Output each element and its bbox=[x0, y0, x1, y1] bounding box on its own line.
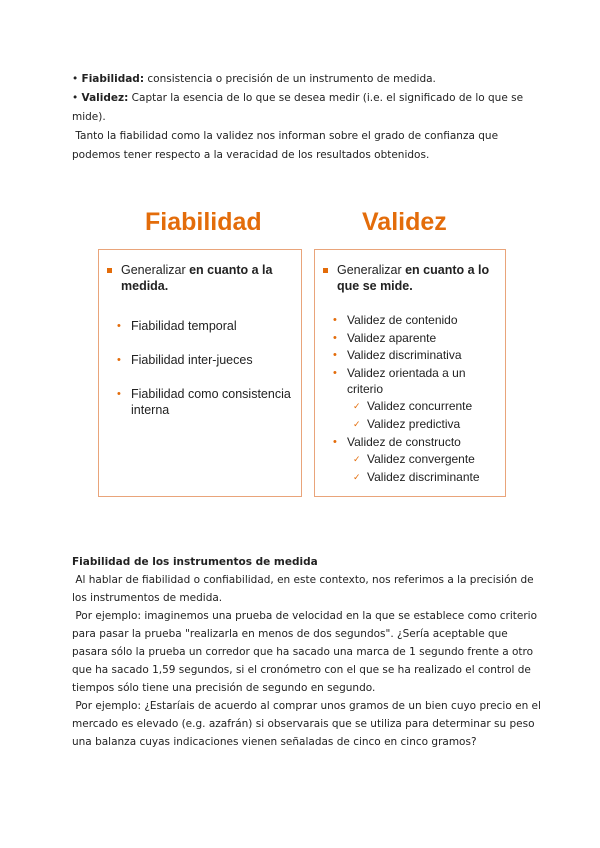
list-subitem: ✓ Validez predictiva bbox=[353, 416, 461, 431]
bullet-icon: • bbox=[333, 331, 337, 344]
list-subitem: ✓ Validez discriminante bbox=[353, 469, 480, 484]
fiabilidad-list bbox=[117, 318, 297, 418]
section-heading: Fiabilidad de los instrumentos de medida bbox=[72, 556, 318, 568]
bullet-icon: • bbox=[333, 314, 337, 326]
section-paragraph: Por ejemplo: ¿Estaríais de acuerdo al comprar unos gramos de un bien cuyo precio en el mercado es elevado (e.g. azafrán) si observarais que se utiliza para determinar su peso una balanza cuyas indicaciones vienen señaladas de cinco en cinco gramos? bbox=[72, 700, 541, 748]
list-subitem: ✓ Validez convergente bbox=[353, 452, 475, 467]
bullet-icon: • bbox=[333, 366, 337, 379]
bullet-icon: • bbox=[333, 435, 337, 448]
list-item: • Validez orientada a un criterio bbox=[333, 365, 466, 396]
reliability-section bbox=[72, 553, 542, 751]
section-paragraph: Al hablar de fiabilidad o confiabilidad, en este contexto, nos referimos a la precisión de los instrumentos de medida. bbox=[72, 574, 534, 604]
fiabilidad-box bbox=[98, 249, 302, 497]
validez-term: Validez: bbox=[81, 92, 129, 104]
square-bullet-icon bbox=[323, 268, 328, 273]
intro-paragraph: Tanto la fiabilidad como la validez nos informan sobre el grado de confianza que podemos tener respecto a la veracidad de los resultados obtenidos. bbox=[72, 130, 499, 161]
list-subitem: ✓ Validez concurrente bbox=[353, 399, 473, 414]
list-item: • Fiabilidad temporal bbox=[117, 319, 237, 333]
fiabilidad-main-point: Generalizar en cuanto a la medida. bbox=[107, 262, 295, 294]
list-item: • Validez de contenido bbox=[333, 313, 458, 327]
list-item: • Fiabilidad inter-jueces bbox=[117, 353, 253, 367]
check-icon: ✓ bbox=[353, 454, 361, 465]
fiabilidad-definition: • Fiabilidad: consistencia o precisión de un instrumento de medida. bbox=[72, 73, 436, 85]
validez-box bbox=[314, 249, 506, 497]
check-icon: ✓ bbox=[353, 401, 361, 412]
list-item: • Validez discriminativa bbox=[333, 348, 462, 363]
validez-title: Validez bbox=[362, 208, 447, 236]
square-bullet-icon bbox=[107, 268, 112, 273]
validez-main-point: Generalizar en cuanto a lo que se mide. bbox=[323, 262, 499, 294]
bullet-icon: • bbox=[117, 320, 121, 332]
bullet-icon: • bbox=[117, 388, 121, 400]
list-item: • Validez de constructo bbox=[333, 434, 461, 449]
fiabilidad-term: Fiabilidad: bbox=[81, 73, 145, 85]
list-item: • Validez aparente bbox=[333, 330, 437, 345]
section-paragraph: Por ejemplo: imaginemos una prueba de velocidad en la que se establece como criterio para pasar la prueba "realizarla en menos de dos segundos". ¿Sería aceptable que pasara sólo la prueba un corredor que ha sacado una marca de 1 segundo frente a otro que ha sacado 1,59 segundos, si el cronómetro con el que se ha realizado el control de tiempos sólo tiene una precisión de segundo en segundo. bbox=[72, 610, 538, 694]
check-icon: ✓ bbox=[353, 471, 361, 482]
validez-definition: • Validez: Captar la esencia de lo que se desea medir (i.e. el significado de lo que se mide). bbox=[72, 92, 524, 123]
bullet-icon: • bbox=[333, 349, 337, 362]
fiabilidad-title: Fiabilidad bbox=[145, 208, 262, 236]
intro-text bbox=[72, 70, 542, 165]
bullet-icon: • bbox=[117, 354, 121, 366]
list-item: • Fiabilidad como consistencia interna bbox=[117, 387, 291, 417]
check-icon: ✓ bbox=[353, 418, 361, 429]
validez-list bbox=[333, 312, 499, 485]
